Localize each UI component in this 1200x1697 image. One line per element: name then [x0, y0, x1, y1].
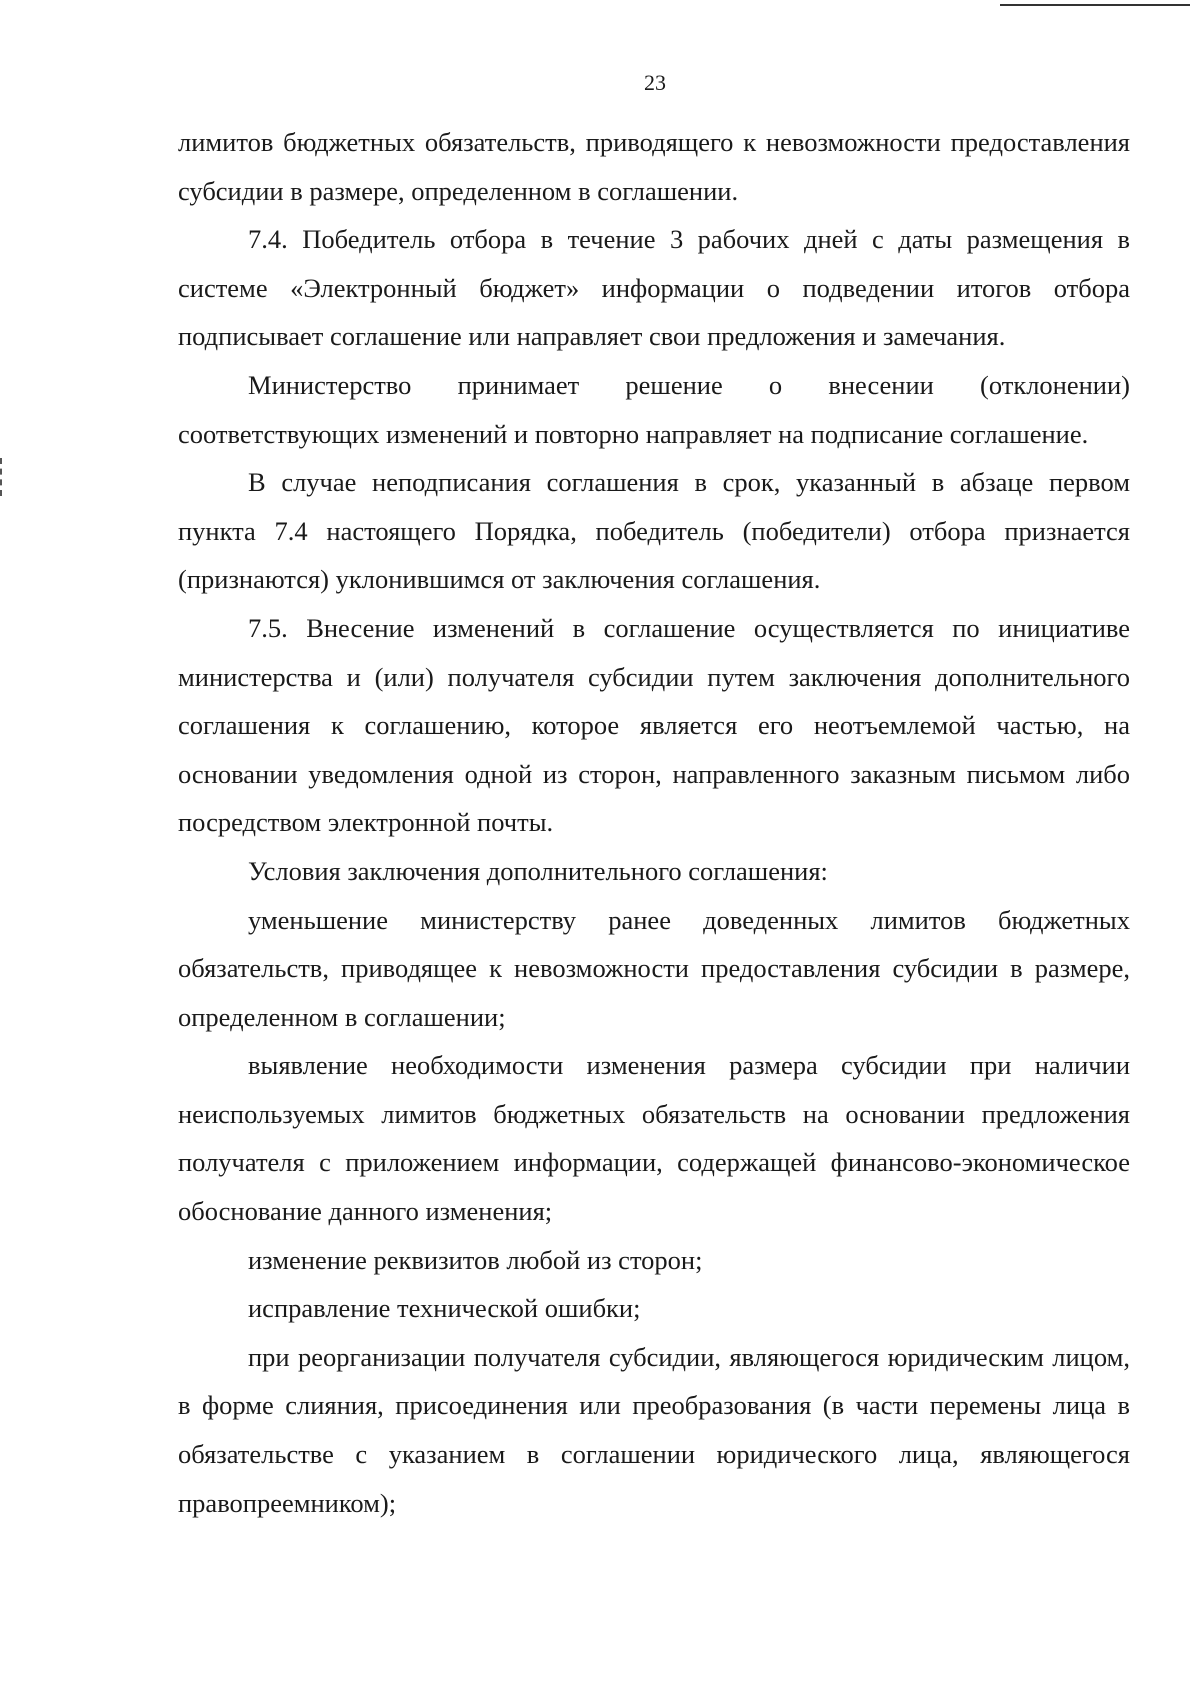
list-item-requisites-change: изменение реквизитов любой из сторон; — [248, 1244, 703, 1275]
list-item-subsidy-size-change: выявление необходимости изменения размера субсидии при наличии неиспользуемых лимитов бюджетных обязательств на основании предложения получателя с приложением информации, содержащей финансово-экономическое обоснование данного изменения; — [178, 1050, 1130, 1227]
paragraph-conditions-heading: Условия заключения дополнительного соглашения: — [248, 855, 828, 886]
paragraph-continuation: лимитов бюджетных обязательств, приводящего к невозможности предоставления субсидии в размере, определенном в соглашении. — [178, 127, 1130, 206]
paragraph-7-4: 7.4. Победитель отбора в течение 3 рабочих дней с даты размещения в системе «Электронный бюджет» информации о подведении итогов отбора подписывает соглашение или направляет свои предложения и замечания. — [178, 224, 1130, 352]
list-item-limits-reduction: уменьшение министерству ранее доведенных лимитов бюджетных обязательств, приводящее к невозможности предоставления субсидии в размере, определенном в соглашении; — [178, 904, 1130, 1032]
page-number: 23 — [644, 70, 666, 95]
document-body — [178, 118, 1130, 1527]
top-edge-rule — [1000, 4, 1190, 6]
paragraph-non-signing: В случае неподписания соглашения в срок, указанный в абзаце первом пункта 7.4 настоящего Порядка, победитель (победители) отбора признается (признаются) уклонившимся от заключения соглашения. — [178, 467, 1130, 595]
list-item-reorganization: при реорганизации получателя субсидии, являющегося юридическим лицом, в форме слияния, присоединения или преобразования (в части перемены лица в обязательстве с указанием в соглашении юридического лица, являющегося правопреемником); — [178, 1341, 1130, 1518]
scan-margin-marks — [0, 458, 5, 496]
paragraph-ministry-decision: Министерство принимает решение о внесении (отклонении) соответствующих изменений и повторно направляет на подписание соглашение. — [178, 369, 1130, 449]
paragraph-7-5: 7.5. Внесение изменений в соглашение осуществляется по инициативе министерства и (или) получателя субсидии путем заключения дополнительного соглашения к соглашению, которое является его неотъемлемой частью, на основании уведомления одной из сторон, направленного заказным письмом либо посредством электронной почты. — [178, 612, 1130, 838]
list-item-technical-error: исправление технической ошибки; — [248, 1293, 641, 1324]
